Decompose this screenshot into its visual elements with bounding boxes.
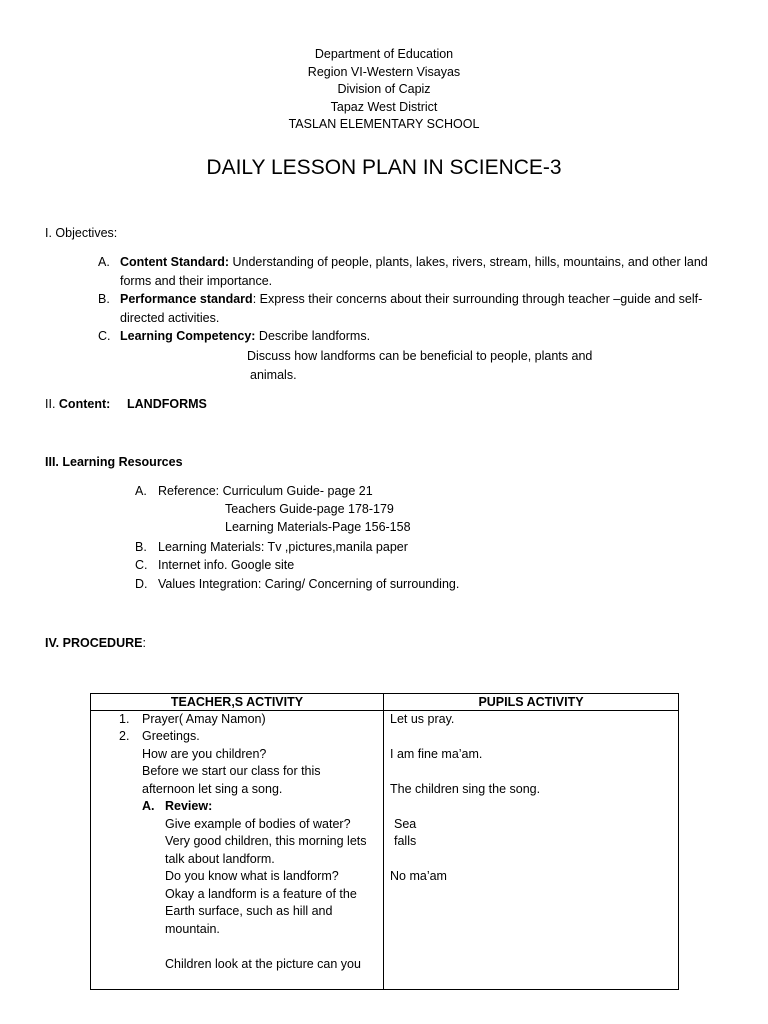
teacher-line-12: mountain. [165, 922, 220, 936]
objective-c-marker: C. [98, 329, 111, 343]
resource-b-marker: B. [135, 540, 147, 554]
objectives-heading: I. Objectives: [45, 226, 118, 240]
objective-a-text: Understanding of people, plants, lakes, rivers, stream, hills, mountains, and other land [229, 255, 708, 269]
teacher-line-3: How are you children? [142, 747, 267, 761]
resources-heading: III. Learning Resources [45, 455, 183, 469]
objective-b-label: Performance standard [120, 292, 253, 306]
procedure-heading [45, 635, 146, 652]
resource-c-marker: C. [135, 558, 148, 572]
pupil-line-4: Sea [394, 817, 417, 831]
procedure-label: IV. PROCEDURE [45, 636, 143, 650]
document-title: DAILY LESSON PLAN IN SCIENCE-3 [206, 156, 562, 179]
objective-b-line1 [120, 291, 702, 308]
table-header-row [91, 694, 679, 711]
objective-c-text: Describe landforms. [255, 329, 371, 343]
resource-d-marker: D. [135, 577, 148, 591]
pupils-activity-header: PUPILS ACTIVITY [384, 694, 679, 711]
resource-c-text: Internet info. Google site [158, 558, 295, 572]
resource-b-text: Learning Materials: Tv ,pictures,manila paper [158, 540, 408, 554]
content-label: Content: [58, 397, 111, 411]
content-prefix: II. [45, 397, 59, 411]
resource-a-line2: Teachers Guide-page 178-179 [225, 502, 394, 516]
teacher-item-2-number: 2. [119, 729, 130, 743]
teacher-line-10: Okay a landform is a feature of the [165, 887, 357, 901]
teacher-line-7: Very good children, this morning lets [165, 834, 367, 848]
objective-b-text: : Express their concerns about their surrounding through teacher –guide and self- [252, 292, 703, 306]
header-line-district: Tapaz West District [330, 99, 438, 114]
teacher-line-11: Earth surface, such as hill and [165, 904, 333, 918]
content-value: LANDFORMS [127, 397, 207, 411]
teacher-line-9: Do you know what is landform? [165, 869, 339, 883]
resource-a-marker: A. [135, 484, 147, 498]
teacher-line-13: Children look at the picture can you [165, 957, 361, 971]
objective-c-line3: animals. [250, 368, 297, 382]
objective-a-line2: forms and their importance. [120, 274, 273, 288]
objective-c-line1 [120, 328, 370, 345]
pupil-line-6: No ma’am [390, 869, 447, 883]
teacher-activity-cell [91, 711, 384, 990]
content-section [45, 396, 110, 413]
pupils-activity-cell [384, 711, 679, 990]
resource-a-text: Reference: Curriculum Guide- page 21 [158, 484, 373, 498]
table-row [91, 711, 679, 990]
pupil-line-3: The children sing the song. [390, 782, 541, 796]
teacher-item-1-number: 1. [119, 712, 130, 726]
teacher-line-6: Give example of bodies of water? [165, 817, 351, 831]
header-line-department: Department of Education [314, 47, 454, 61]
pupil-line-2: I am fine ma’am. [390, 747, 483, 761]
resource-a-line3: Learning Materials-Page 156-158 [225, 520, 411, 534]
header-line-region: Region VI-Western Visayas [307, 64, 461, 79]
review-label: Review: [165, 799, 213, 813]
teacher-item-2: Greetings. [142, 729, 200, 743]
teacher-activity-header: TEACHER,S ACTIVITY [91, 694, 384, 711]
resource-d-text: Values Integration: Caring/ Concerning of surrounding. [158, 577, 460, 591]
teacher-line-4: Before we start our class for this [142, 764, 321, 778]
objective-c-label: Learning Competency: [120, 329, 256, 343]
teacher-line-8: talk about landform. [165, 852, 275, 866]
header-line-division: Division of Capiz [337, 82, 431, 96]
objective-a-label: Content Standard: [120, 255, 230, 269]
objective-a-marker: A. [98, 255, 110, 269]
teacher-line-5: afternoon let sing a song. [142, 782, 283, 796]
objective-c-line2: Discuss how landforms can be beneficial to people, plants and [247, 349, 593, 363]
objective-a-line1 [120, 254, 708, 271]
objective-b-marker: B. [98, 292, 110, 306]
header-line-school: TASLAN ELEMENTARY SCHOOL [288, 117, 480, 131]
objective-b-line2: directed activities. [120, 311, 220, 325]
teacher-item-1: Prayer( Amay Namon) [142, 712, 266, 726]
school-header [0, 46, 768, 134]
activity-table [90, 693, 679, 990]
procedure-colon: : [142, 636, 146, 650]
review-marker: A. [142, 799, 155, 813]
pupil-line-5: falls [394, 834, 417, 848]
pupil-line-1: Let us pray. [390, 712, 455, 726]
